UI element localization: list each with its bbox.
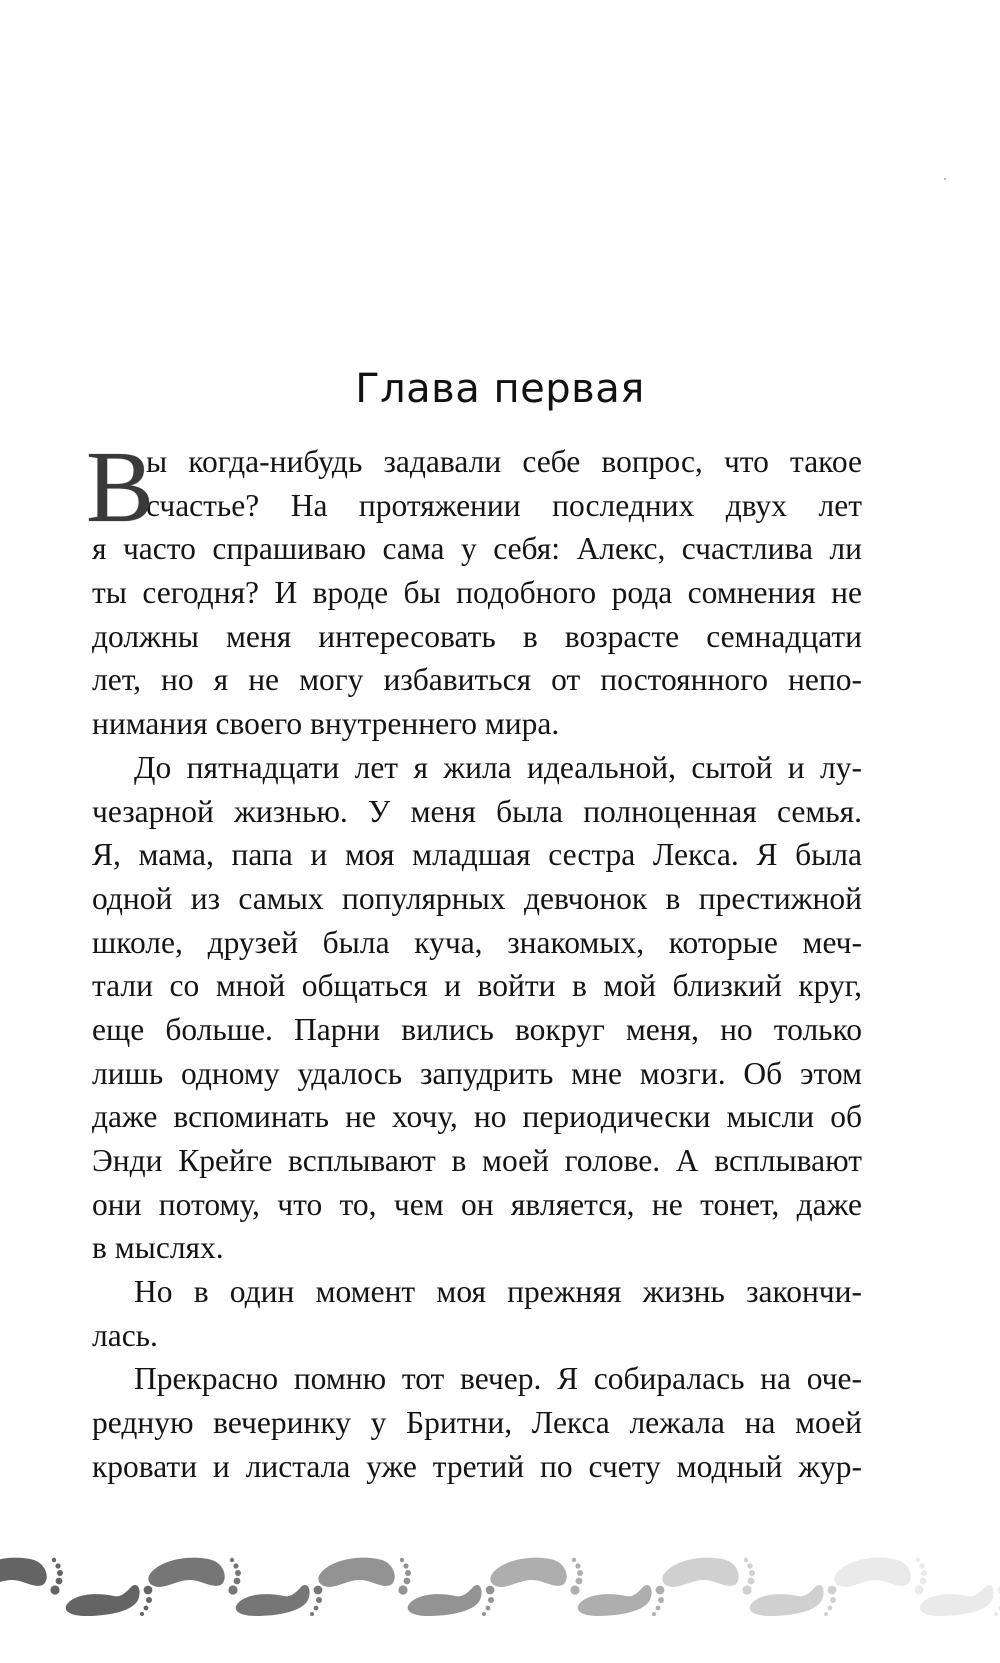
text-line: кровати и листала уже третий по счету модный жур- [92,1448,862,1484]
text-line: лишь одному удалось запудрить мне мозги. Об этом [92,1055,862,1091]
text-line: я часто спрашиваю сама у себя: Алекс, счастлива ли [92,531,862,567]
text-line: должны меня интересовать в возрасте семнадцати [92,618,862,654]
text-line: еще больше. Парни вились вокруг меня, но только [92,1011,862,1047]
text-line: они потому, что то, чем он является, не тонет, даже [92,1186,862,1222]
text-line: редную вечеринку у Бритни, Лекса лежала на моей [92,1405,862,1441]
text-line: чезарной жизнью. У меня была полноценная семья. [92,793,862,829]
text-line: Прекрасно помню тот вечер. Я собиралась на оче- [134,1361,862,1397]
text-line: одной из самых популярных девчонок в престижной [92,880,862,916]
text-line: тали со мной общаться и войти в мой близкий круг, [92,968,862,1004]
text-line: счастье? На протяжении последних двух лет [146,487,862,523]
text-line: Но в один момент моя прежняя жизнь закончи- [134,1274,862,1310]
scan-speck [944,178,946,180]
text-line: нимания своего внутреннего мира. [92,706,560,742]
chapter-body [86,431,862,1489]
drop-cap: В [86,431,155,544]
text-line: ы когда-нибудь задавали себе вопрос, что такое [146,444,862,479]
chapter-title: Глава первая [355,366,645,412]
text-line: Я, мама, папа и моя младшая сестра Лекса. Я была [92,837,862,873]
footprints-icon [0,1550,1000,1620]
text-line: школе, друзей была куча, знакомых, которые меч- [92,924,862,960]
text-line: в мыслях. [92,1230,224,1266]
text-line: лась. [92,1317,158,1353]
text-line: Энди Крейге всплывают в моей голове. А всплывают [92,1143,862,1178]
text-line: ты сегодня? И вроде бы подобного рода сомнения не [92,575,862,611]
text-line: лет, но я не могу избавиться от постоянного непо- [92,662,862,698]
text-line: даже вспоминать не хочу, но периодически мысли об [92,1099,862,1135]
text-line: До пятнадцати лет я жила идеальной, сытой и лу- [134,749,862,785]
